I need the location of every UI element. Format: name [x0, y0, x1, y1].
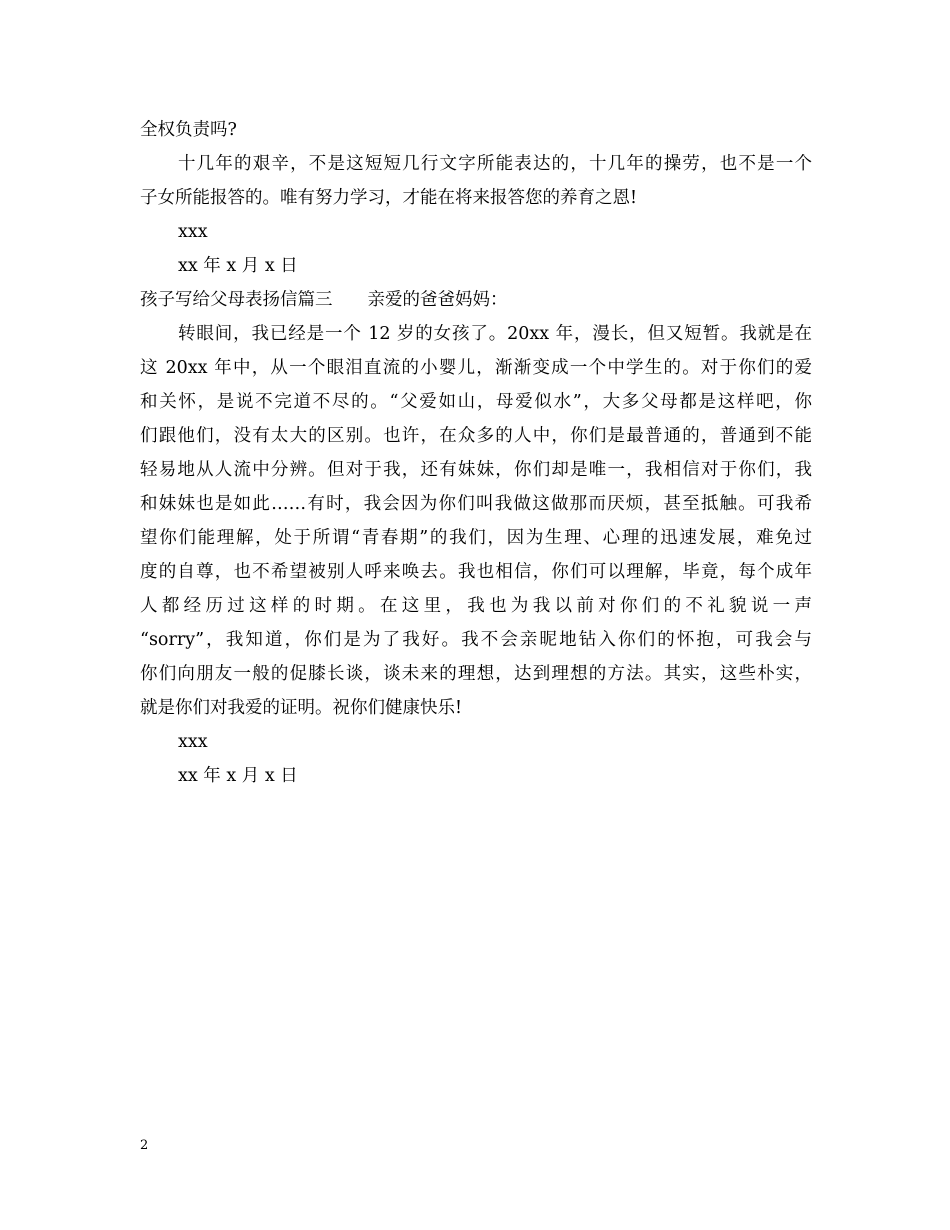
section-heading: 孩子写给父母表扬信篇三 亲爱的爸爸妈妈：	[140, 290, 508, 310]
text-line: 和关怀，是说不完道不尽的。“父爱如山，母爱似水”，大多父母都是这样吧，你	[140, 392, 812, 412]
text-line: 就是你们对我爱的证明。祝你们健康快乐!	[140, 698, 463, 718]
text-line: 人都经历过这样的时期。在这里，我也为我以前对你们的不礼貌说一声	[140, 596, 812, 616]
text-line: 转眼间，我已经是一个 12 岁的女孩了。20xx 年，漫长，但又短暂。我就是在	[178, 324, 812, 344]
text-line: 全权负责吗?	[140, 120, 237, 140]
text-line: 度的自尊，也不希望被别人呼来唤去。我也相信，你们可以理解，毕竟，每个成年	[140, 562, 812, 582]
text-line: “sorry”，我知道，你们是为了我好。我不会亲昵地钻入你们的怀抱，可我会与	[140, 630, 812, 650]
text-line: 子女所能报答的。唯有努力学习，才能在将来报答您的养育之恩!	[140, 188, 638, 208]
text-line: 轻易地从人流中分辨。但对于我，还有妹妹，你们却是唯一，我相信对于你们，我	[140, 460, 812, 480]
signature-name: xxx	[178, 222, 208, 242]
text-line: 望你们能理解，处于所谓“青春期”的我们，因为生理、心理的迅速发展，难免过	[140, 528, 812, 548]
text-line: 十几年的艰辛，不是这短短几行文字所能表达的，十几年的操劳，也不是一个	[178, 154, 812, 174]
text-line: 你们向朋友一般的促膝长谈，谈未来的理想，达到理想的方法。其实，这些朴实，	[140, 664, 812, 684]
text-line: 和妹妹也是如此……有时，我会因为你们叫我做这做那而厌烦，甚至抵触。可我希	[140, 494, 812, 514]
text-line: 这 20xx 年中，从一个眼泪直流的小婴儿，渐渐变成一个中学生的。对于你们的爱	[140, 358, 812, 378]
text-line: 们跟他们，没有太大的区别。也许，在众多的人中，你们是最普通的，普通到不能	[140, 426, 812, 446]
signature-date: xx 年 x 月 x 日	[178, 766, 298, 786]
letter-body	[140, 113, 812, 793]
signature-date: xx 年 x 月 x 日	[178, 256, 298, 276]
signature-name: xxx	[178, 732, 208, 752]
page-number: 2	[140, 1138, 149, 1153]
